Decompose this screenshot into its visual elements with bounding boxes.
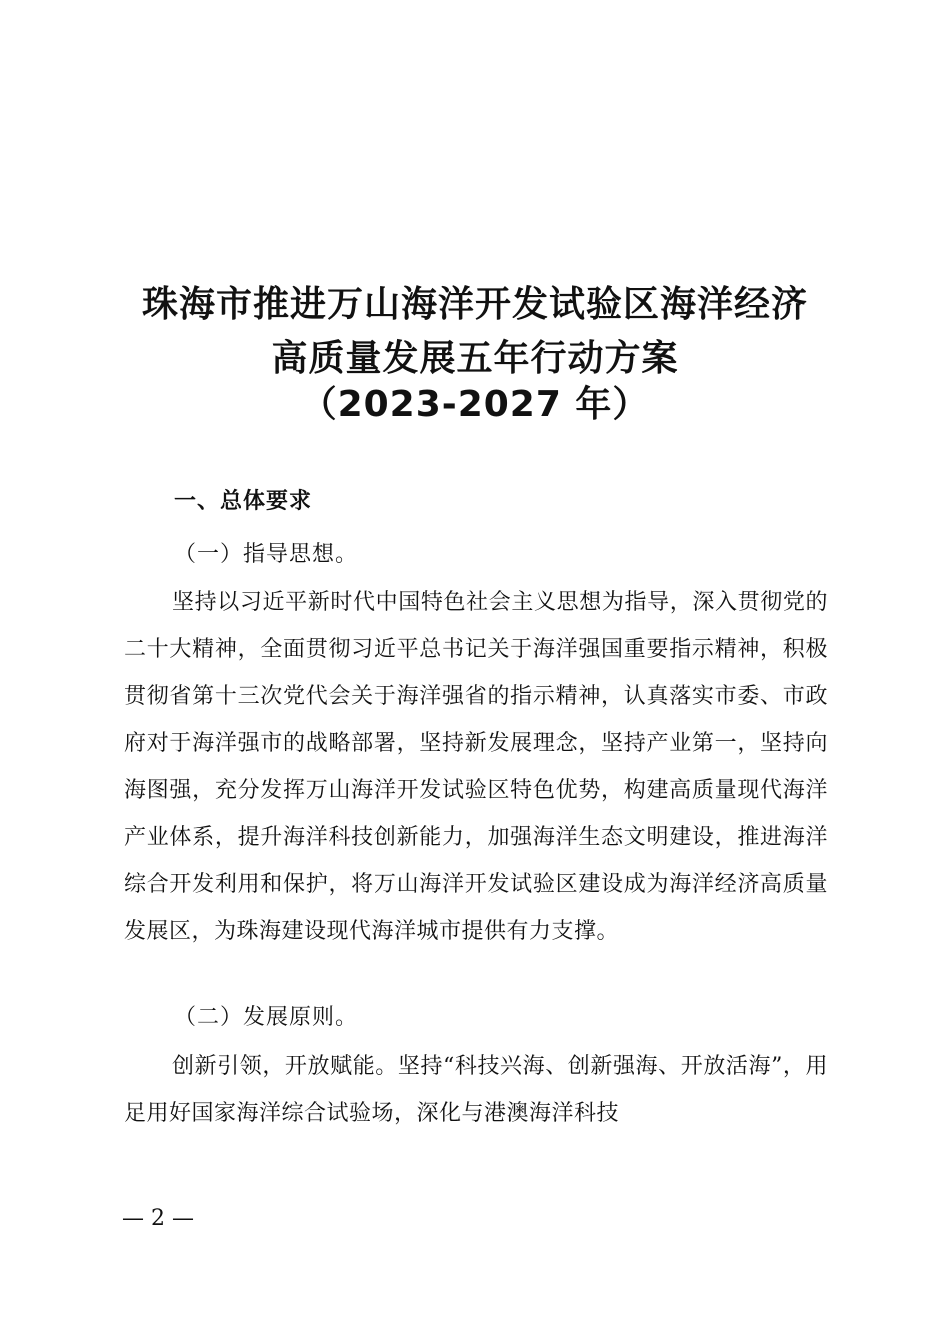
document-title-line-2: 高质量发展五年行动方案: [271, 338, 679, 379]
document-title-line-1: 珠海市推进万山海洋开发试验区海洋经济: [141, 284, 808, 325]
body-paragraph: 坚持以习近平新时代中国特色社会主义思想为指导，深入贯彻党的二十大精神，全面贯彻习近平总书记关于海洋强国重要指示精神，积极贯彻省第十三次党代会关于海洋强省的指示精神，认真落实市委、市政府对于海洋强市的战略部署，坚持新发展理念，坚持产业第一，坚持向海图强，充分发挥万山海洋开发试验区特色优势，构建高质量现代海洋产业体系，提升海洋科技创新能力，加强海洋生态文明建设，推进海洋综合开发利用和保护，将万山海洋开发试验区建设成为海洋经济高质量发展区，为珠海建设现代海洋城市提供有力支撑。: [124, 590, 828, 944]
subsection-heading: （一）指导思想。: [174, 542, 359, 567]
subsection-heading: （二）发展原则。: [174, 1005, 359, 1030]
page-number: — 2 —: [122, 1206, 194, 1231]
body-paragraph: 创新引领，开放赋能。坚持“科技兴海、创新强海、开放活海”，用足用好国家海洋综合试验场，深化与港澳海洋科技: [124, 1054, 828, 1126]
section-heading: 一、总体要求: [174, 489, 313, 514]
document-title-line-3: （2023-2027 年）: [300, 384, 650, 425]
